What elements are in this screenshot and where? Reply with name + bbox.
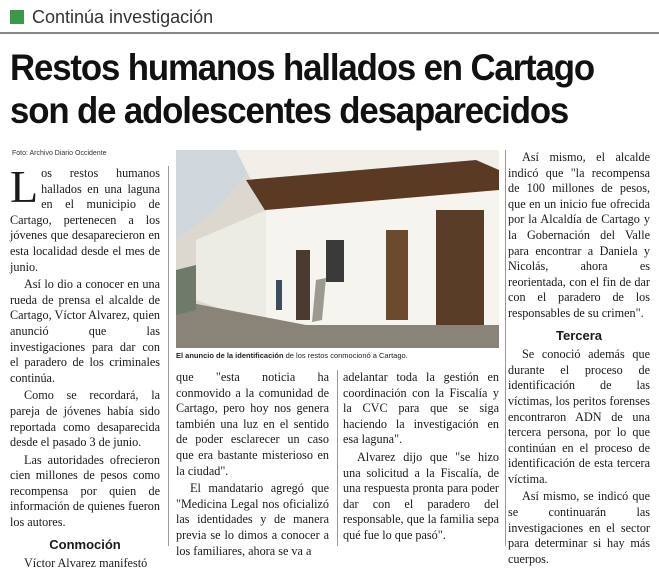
- paragraph: Víctor Alvarez manifestó: [24, 556, 148, 571]
- header-rule: [0, 32, 659, 34]
- headline-line-2: son de adolescentes desaparecidos: [10, 90, 569, 131]
- paragraph: Así mismo, el alcalde indicó que "la recompensa de 100 millones de pesos, que en un inicio fue ofrecida por la Alcaldía de Cartago y la Gobernación del Valle para encontrar a Daniela y Nicolás, ahora es reorientada, con el fin de dar con el paradero de los responsables de su crimen".: [508, 150, 650, 320]
- paragraph: Se conoció además que durante el proceso de identificación de las víctimas, los peritos forenses encontraron ADN de una tercera persona, por lo que continúan en el proceso de identificación de esta tercera víctima.: [508, 347, 650, 486]
- photo-credit: Foto: Archivo Diario Occidente: [12, 150, 107, 157]
- paragraph: Así mismo, se indicó que se continuarán las investigaciones en el sector para determinar si hay más cuerpos.: [508, 489, 650, 566]
- headline-line-1: Restos humanos hallados en Cartago: [10, 47, 594, 88]
- paragraph: que "esta noticia ha conmovido a la comunidad de Cartago, pero hoy nos genera también una luz en el sentido de poder esclarecer un caso que era bastante misterioso en la ciudad".: [176, 370, 329, 478]
- column-divider: [337, 370, 338, 546]
- column-divider: [168, 166, 169, 546]
- paragraph: Así lo dio a conocer en una rueda de prensa el alcalde de Cartago, Víctor Alvarez, quien anunció que las investigaciones para dar con el paradero de los criminales continúa.: [10, 277, 160, 385]
- column-4: [508, 150, 650, 569]
- subheading-tercera: Tercera: [555, 327, 602, 343]
- paragraph: adelantar toda la gestión en coordinación con la Fiscalía y la CVC para que se siga haciendo la investigación en esa laguna".: [343, 370, 499, 447]
- paragraph: El mandatario agregó que "Medicina Legal nos oficializó las identidades y de manera previa se lo dimos a conocer a los familiares, ahora se va a: [176, 481, 329, 558]
- paragraph: Alvarez dijo que "se hizo una solicitud a la Fiscalía, de una respuesta pronta para poder dar con el paradero del responsable, que la familia sepa qué fue lo que pasó".: [343, 449, 499, 542]
- section-label: Continúa investigación: [32, 6, 214, 27]
- column-1: [10, 161, 160, 574]
- section-header: [10, 6, 213, 28]
- lead-paragraph: Los restos humanos hallados en una laguna en el municipio de Cartago, pertenecen a los jóvenes que desaparecieron en esta localidad desde el mes de junio.: [10, 161, 160, 274]
- column-divider: [505, 150, 506, 546]
- article-photo: [176, 150, 499, 348]
- column-3: [343, 370, 499, 546]
- subheading-conmocion: Conmoción: [49, 536, 121, 552]
- section-marker: [10, 10, 24, 24]
- paragraph: Como se recordará, la pareja de jóvenes había sido reportada como desaparecida desde el pasado 3 de junio.: [10, 388, 160, 450]
- drop-cap: L: [10, 161, 39, 212]
- column-2: [176, 370, 329, 561]
- paragraph: Las autoridades ofrecieron cien millones de pesos como recompensa por quien de información de quienes fueron los autores.: [10, 452, 160, 530]
- photo-caption: El anuncio de la identificación de los restos conmocionó a Cartago.: [176, 351, 408, 360]
- headline: [10, 46, 616, 132]
